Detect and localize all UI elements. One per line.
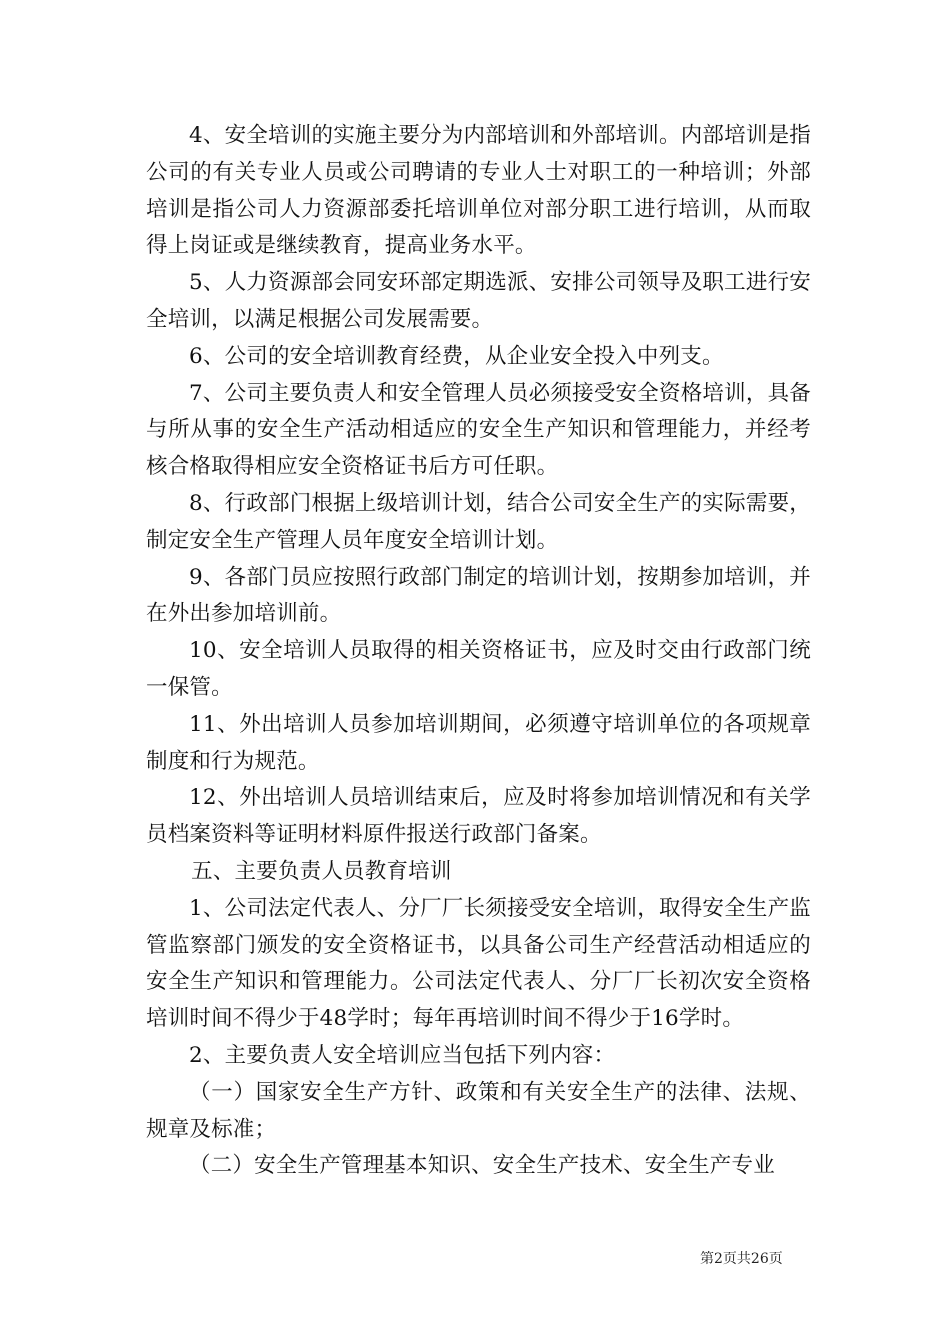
paragraph-item-8: 8、行政部门根据上级培训计划，结合公司安全生产的实际需要，制定安全生产管理人员年度安全培训计划。 (146, 490, 811, 553)
document-body (146, 118, 811, 1185)
page-number-footer: 第2页共26页 (700, 1251, 783, 1267)
paragraph-item-7: 7、公司主要负责人和安全管理人员必须接受安全资格培训，具备与所从事的安全生产活动相适应的安全生产知识和管理能力，并经考核合格取得相应安全资格证书后方可任职。 (146, 380, 811, 480)
paragraph-section5-item-2: 2、主要负责人安全培训应当包括下列内容： (189, 1042, 616, 1068)
paragraph-item-5: 5、人力资源部会同安环部定期选派、安排公司领导及职工进行安全培训，以满足根据公司发展需要。 (146, 270, 811, 332)
section-heading: 五、主要负责人员教育培训 (191, 858, 452, 884)
paragraph-item-11: 11、外出培训人员参加培训期间，必须遵守培训单位的各项规章制度和行为规范。 (146, 711, 811, 774)
paragraph-item-10: 10、安全培训人员取得的相关资格证书，应及时交由行政部门统一保管。 (146, 638, 811, 700)
paragraph-subitem-2: （二）安全生产管理基本知识、安全生产技术、安全生产专业 (189, 1153, 775, 1179)
paragraph-subitem-1: （一）国家安全生产方针、政策和有关安全生产的法律、法规、规章及标准； (146, 1079, 811, 1142)
paragraph-item-9: 9、各部门员应按照行政部门制定的培训计划，按期参加培训，并在外出参加培训前。 (146, 564, 811, 627)
paragraph-item-4: 4、安全培训的实施主要分为内部培训和外部培训。内部培训是指公司的有关专业人员或公司聘请的专业人士对职工的一种培训；外部培训是指公司人力资源部委托培训单位对部分职工进行培训，从而取得上岗证或是继续教育，提高业务水平。 (146, 123, 811, 259)
paragraph-section5-item-1: 1、公司法定代表人、分厂厂长须接受安全培训，取得安全生产监管监察部门颁发的安全资格证书，以具备公司生产经营活动相适应的安全生产知识和管理能力。公司法定代表人、分厂厂长初次安全资格培训时间不得少于48学时；每年再培训时间不得少于16学时。 (146, 895, 811, 1032)
paragraph-item-12: 12、外出培训人员培训结束后，应及时将参加培训情况和有关学员档案资料等证明材料原件报送行政部门备案。 (146, 785, 811, 848)
paragraph-item-6: 6、公司的安全培训教育经费，从企业安全投入中列支。 (189, 343, 724, 369)
